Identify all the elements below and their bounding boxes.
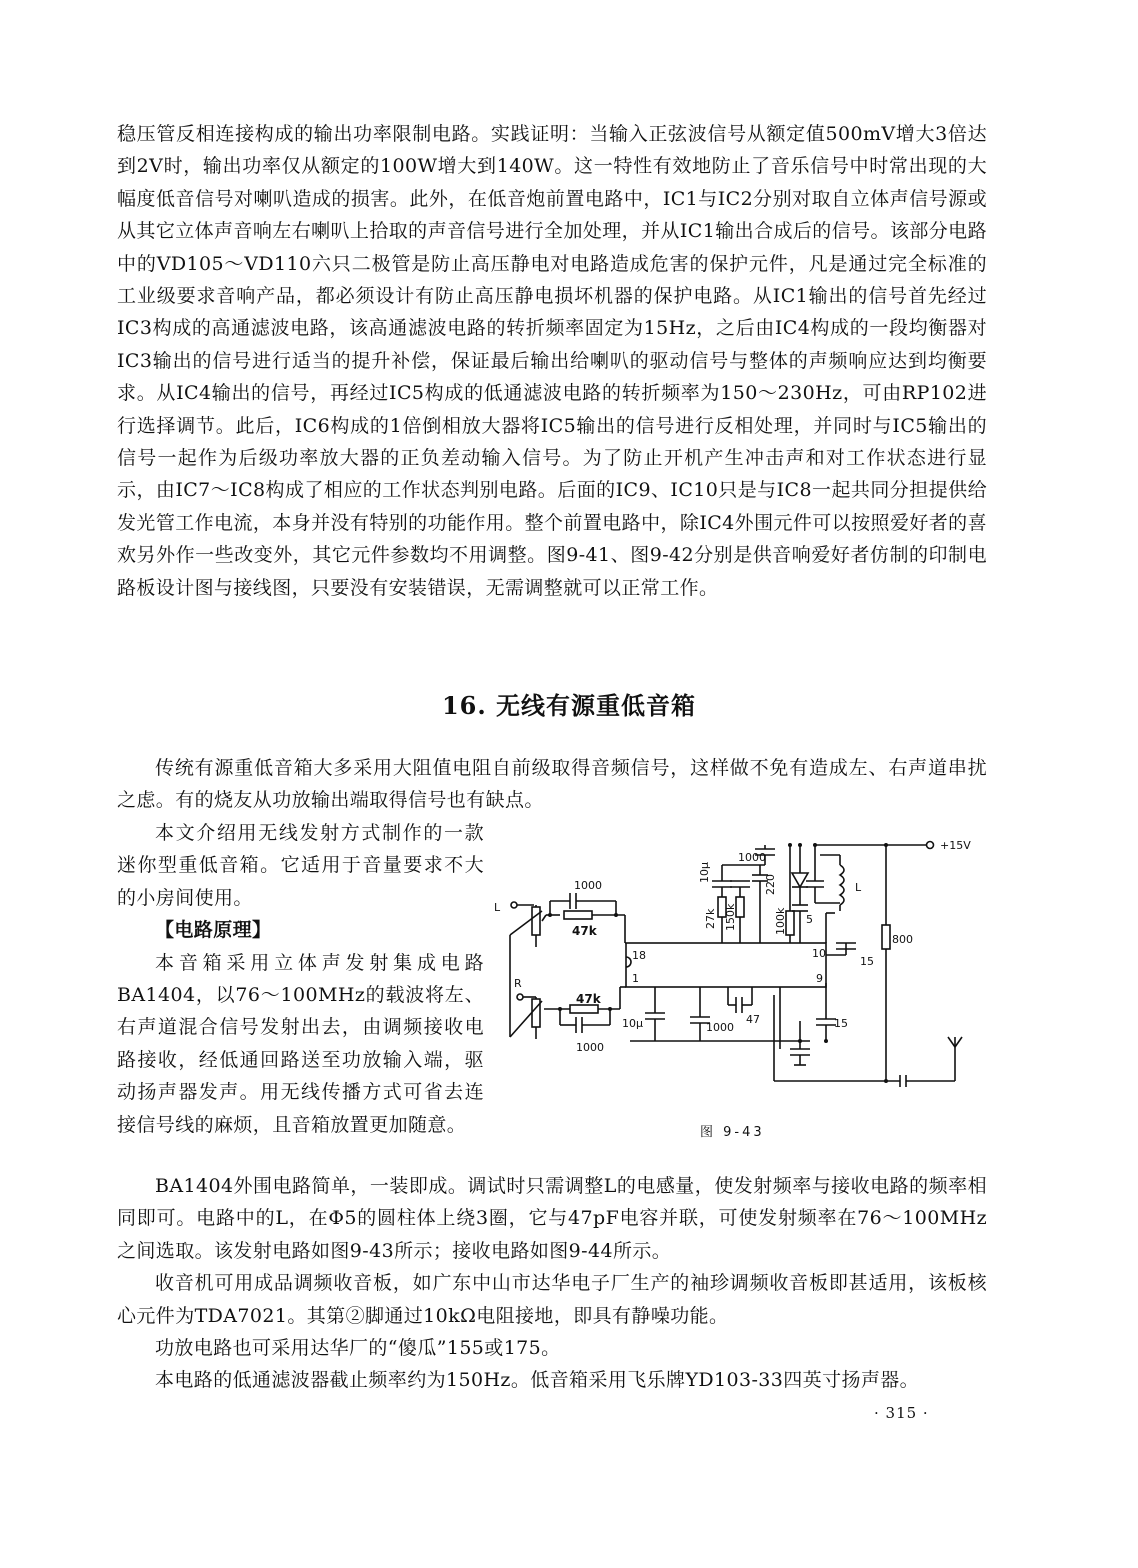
section-title: 16. 无线有源重低音箱 (441, 691, 697, 720)
circuit-principle-paragraph: 本音箱采用立体声发射集成电路BA1404，以76～100MHz的载波将左、右声道混合信号发射出去，由调频接收电路接收，经低通回路送至功放输入端，驱动扬声器发声。用无线传播方式可省去连接信号线的麻烦，且音箱放置更加随意。 (117, 951, 484, 1136)
circuit-principle-heading: 【电路原理】 (155, 919, 272, 942)
label-input-right: R (514, 977, 522, 990)
ba1404-paragraph: BA1404外围电路简单，一装即成。调试时只需调整L的电感量，使发射频率与接收电路的频率相同即可。电路中的L，在Φ5的圆柱体上绕3圈，它与47pF电容并联，可使发射频率在76～100MHz之间选取。该发射电路如图9-43所示；接收电路如图9-44所示。 (117, 1175, 987, 1262)
label-pin-10: 10 (812, 947, 826, 960)
label-pin-18: 18 (632, 949, 646, 962)
intro-left-paragraph: 本文介绍用无线发射方式制作的一款迷你型重低音箱。它适用于音量要求不大的小房间使用。 (117, 822, 484, 909)
traditional-paragraph-block (117, 752, 987, 817)
intro-paragraph-block (117, 118, 987, 604)
label-input-left: L (494, 901, 501, 914)
label-c-15-upper: 15 (860, 955, 874, 968)
lowpass-paragraph: 本电路的低通滤波器截止频率约为150Hz。低音箱采用飞乐牌YD103-33四英寸扬声器。 (155, 1369, 920, 1392)
label-pin-9: 9 (816, 972, 823, 985)
label-c-220: 220 (764, 874, 777, 895)
circuit-diagram-figure (490, 825, 990, 1100)
label-c-1000-bottom: 1000 (706, 1021, 734, 1034)
label-r-27k: 27k (704, 908, 717, 929)
page-number: · 315 · (874, 1404, 929, 1422)
traditional-paragraph: 传统有源重低音箱大多采用大阻值电阻自前级取得音频信号，这样做不免有造成左、右声道串扰之虑。有的烧友从功放输出端取得信号也有缺点。 (117, 757, 987, 812)
label-c-10u-top: 10μ (698, 862, 711, 883)
label-r-100k: 100k (774, 907, 787, 935)
label-r-150k: 150k (724, 903, 737, 931)
label-pin-5: 5 (806, 913, 813, 926)
label-inductor: L (855, 881, 862, 894)
label-c-47: 47 (746, 1013, 760, 1026)
amplifier-paragraph: 功放电路也可采用达华厂的“傻瓜”155或175。 (155, 1337, 561, 1360)
label-c-10u-bottom: 10μ (622, 1017, 643, 1030)
label-c-15-lower: 15 (834, 1017, 848, 1030)
intro-paragraph: 稳压管反相连接构成的输出功率限制电路。实践证明：当输入正弦波信号从额定值500mV增大3倍达到2V时，输出功率仅从额定的100W增大到140W。这一特性有效地防止了音乐信号中时常出现的大幅度低音信号对喇叭造成的损害。此外，在低音炮前置电路中，IC1与IC2分别对取自立体声信号源或从其它立体声音响左右喇叭上拾取的声音信号进行全加处理，并从IC1输出合成后的信号。该部分电路中的VD105～VD110六只二极管是防止高压静电对电路造成危害的保护元件，凡是通过完全标准的工业级要求音响产品，都必须设计有防止高压静电损坏机器的保护电路。从IC1输出的信号首先经过IC3构成的高通滤波电路，该高通滤波电路的转折频率固定为15Hz，之后由IC4构成的一段均衡器对IC3输出的信号进行适当的提升补偿，保证最后输出给喇叭的驱动信号与整体的声频响应达到均衡要求。从IC4输出的信号，再经过IC5构成的低通滤波电路的转折频率为150～230Hz，可由RP102进行选择调节。此后，IC6构成的1倍倒相放大器将IC5输出的信号进行反相处理，并同时与IC5输出的信号一起作为后级功率放大器的正负差动输入信号。为了防止开机产生冲击声和对工作状态进行显示，由IC7～IC8构成了相应的工作状态判别电路。后面的IC9、IC10只是与IC8一起共同分担提供给发光管工作电流，本身并没有特别的功能作用。整个前置电路中，除IC4外围元件可以按照爱好者的喜欢另外作一些改变外，其它元件参数均不用调整。图9-41、图9-42分别是供音响爱好者仿制的印制电路板设计图与接线图，只要没有安装错误，无需调整就可以正常工作。 (117, 123, 987, 599)
label-r-top-left: 47k (572, 924, 597, 938)
figure-caption: 图 9-43 (700, 1125, 765, 1140)
bottom-paragraphs-block (117, 1170, 987, 1397)
label-vcc: +15V (940, 839, 971, 852)
left-column-block (117, 817, 484, 1141)
label-r-bottom-left: 47k (576, 992, 601, 1006)
label-r-800: 800 (892, 933, 913, 946)
label-c-top-left: 1000 (574, 879, 602, 892)
label-c-1000-top: 1000 (738, 851, 766, 864)
label-c-bottom-left: 1000 (576, 1041, 604, 1054)
radio-paragraph: 收音机可用成品调频收音板，如广东中山市达华电子厂生产的袖珍调频收音板即甚适用，该板核心元件为TDA7021。其第②脚通过10kΩ电阻接地，即具有静噪功能。 (117, 1272, 987, 1327)
label-pin-1: 1 (632, 972, 639, 985)
